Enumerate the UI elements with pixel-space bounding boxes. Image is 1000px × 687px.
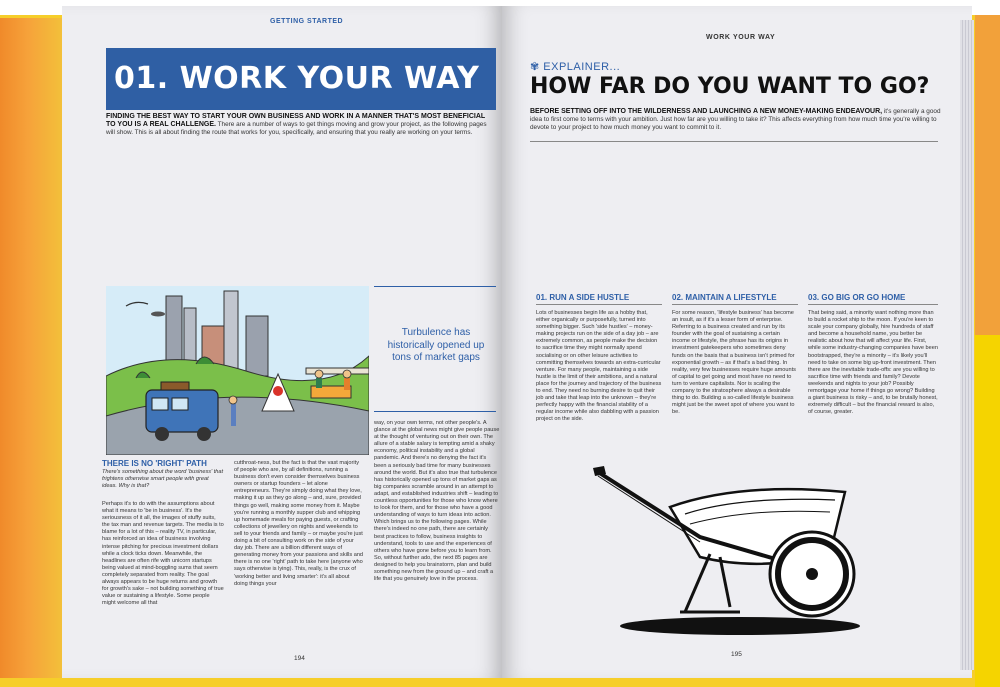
subhead-no-right-path: THERE IS NO 'RIGHT' PATH — [102, 459, 207, 468]
left-column-2: cutthroat-ness, but the fact is that the vast majority of people who are, by all definitions, running a business don't even consider themselves business owners or startup founders – let alone entrepreneurs. They're simply doing what they love, making it up as they go along – and, sure, provided things go well, making some money from it. Maybe you're running a monthly supper club and whipping up homemade meals for paying guests, or crafting collections of jewellery on nights and weekends to sell to your friends and family – or maybe you're just doing a bit of consulting work on the side of your day job. There are a billion different ways of generating money from your passions and skills and there is no one 'right' path to take here (anyone who says otherwise is lying). This, really, is the crux of 'working better and living smarter': it's all about doing things your — [234, 460, 364, 587]
left-column-1: Perhaps it's to do with the assumptions about what it means to 'be in business'. It's the seriousness of it all, the images of stuffy suits, the tax man and revenue targets. The media is to blame for a lot of this – reality TV, in particular, has reinforced an idea of business involving intense pitching for precious investment dollars while a clock ticks down. Meanwhile, the headlines are often rife with unicorn startups being valued at mind-boggling sums that seem completely separated from reality. The goal always appears to be huge returns and growth for growth's sake – not building something of true value or sustaining a lifestyle. Some people might welcome all that — [102, 501, 224, 607]
intro-right — [530, 108, 950, 132]
explainer-kicker — [530, 60, 620, 73]
section-rule-3 — [808, 304, 938, 305]
page-number-left: 194 — [294, 655, 305, 662]
section-title-2: 02. MAINTAIN A LIFESTYLE — [672, 293, 777, 302]
explainer-label: EXPLAINER... — [543, 61, 621, 73]
cover-edge-right — [975, 15, 1000, 335]
subhead-italic: There's something about the word 'business' that frightens otherwise smart people with great ideas. Why is that? — [102, 469, 224, 490]
intro-left — [106, 113, 496, 137]
section-rule-1 — [536, 304, 662, 305]
intro-rule — [530, 141, 938, 142]
section-body-2: For some reason, 'lifestyle business' has become an insult, as if it's a lesser form of enterprise. Referring to a business created and run by its founder with the goal of sustaining a certain income or lifestyle, the phrase has its origins in investment gatekeepers who sometimes deny funds on the basis that a business isn't primed for exponential growth – as if that's a bad thing. In reality, very few businesses require huge amounts of capital to get going and most have no need to turn to venture capitalists. Nor is scaling the company to the stratosphere always a desirable thing to do. Building a so-called lifestyle business might just be the sweet spot of where you want to be. — [672, 310, 796, 416]
title-band — [106, 48, 496, 110]
intro-right-text: it's generally a good idea to first come to terms with your ambition. Just how far are you willing to take it? This affects everything from how much time you're willing to devote to your project to how much money you want to commit to it. — [530, 108, 941, 131]
intro-left-text: There are a number of ways to get things moving and grow your project, as the following pages will show. This is all about finding the route that works for you, specifically, and ensuring that you really are working on your terms. — [106, 121, 487, 136]
left-column-3: way, on your own terms, not other people's. A glance at the global news might give people pause at the thought of venturing out on their own. The allure of a stable salary is tempting amid a shaky economy, political instability and a global pandemic. And there's no denying the fact it's been a seriously bad time for many businesses around the world. But it's also true that turbulence has historically opened up tons of market gaps as big companies scramble around in an attempt to adapt, and established industries shift – leading to countless opportunities for those who know where to look for them, and for those who have a good understanding of ways to turn ideas into action. Which brings us to the following pages. While there's indeed no one path, there are certainly best practices to follow, business insights to understand, tools to use and the experiences of others who have gone before you to learn from. So, without further ado, the next 85 pages are designed to help you brainstorm, plan and build something new from the ground up – and craft a life that you genuinely love in the process. — [374, 420, 500, 583]
section-body-1: Lots of businesses begin life as a hobby that, either organically or purposefully, turned into something bigger. Such 'side hustles' – money-making projects run on the side of a day job – are extremely common, as people make the decision to sacrifice time they might normally spend socialising or on other leisure activities to committing themselves towards an extra-curricular venture. For many people, maintaining a side hustle is the limit of their ambitions, and a natural place for the journey and trajectory of the business to end. They need no burning desire to quit their job and take that leap into the unknown – they're perfectly happy with the financial stability of a regular income while also dabbling with a passion project on the side. — [536, 310, 662, 423]
cover-edge-right-yellow — [975, 335, 1000, 687]
page-number-right: 195 — [731, 651, 742, 658]
intro-right-bold: BEFORE SETTING OFF INTO THE WILDERNESS AND LAUNCHING A NEW MONEY-MAKING ENDEAVOUR, — [530, 108, 883, 115]
page-title-left: 01. WORK YOUR WAY — [114, 61, 480, 96]
book-cover-edge — [0, 18, 70, 678]
section-title-1: 01. RUN A SIDE HUSTLE — [536, 293, 630, 302]
page-title-right: HOW FAR DO YOU WANT TO GO? — [530, 74, 930, 99]
illustration-city-market — [106, 286, 369, 455]
pull-quote-box — [374, 286, 496, 412]
running-head-left: GETTING STARTED — [270, 18, 344, 25]
illustration-wheelbarrow — [590, 462, 870, 640]
intro-left-bold: FINDING THE BEST WAY TO START YOUR OWN BUSINESS AND WORK IN A MANNER THAT'S MOST BENEFICIAL TO YOU IS A REAL CHALLENGE. — [106, 113, 486, 128]
section-rule-2 — [672, 304, 798, 305]
section-title-3: 03. GO BIG OR GO HOME — [808, 293, 906, 302]
leaf-icon: ✾ — [530, 61, 540, 73]
running-head-right: WORK YOUR WAY — [706, 34, 776, 41]
section-body-3: That being said, a minority want nothing more than to build a rocket ship to the moon. If you're keen to scale your company globally, hire hundreds of staff and become a household name, you better be realistic about how that will affect your life. First, while some industry-changing companies have been bootstrapped, they're a minority – it's likely you'll need to take on some big up-front investment. Then there are the inevitable trade-offs: are you willing to sacrifice time with friends and family? Devote weekends and nights to your job? Possibly remortgage your home if things go wrong? Building a giant business is risky – and, to be brutally honest, extremely difficult – but the financial reward is also, of course, greater. — [808, 310, 938, 416]
page-edges — [960, 20, 974, 670]
pull-quote: Turbulence has historically opened up tons of market gaps — [387, 327, 485, 363]
